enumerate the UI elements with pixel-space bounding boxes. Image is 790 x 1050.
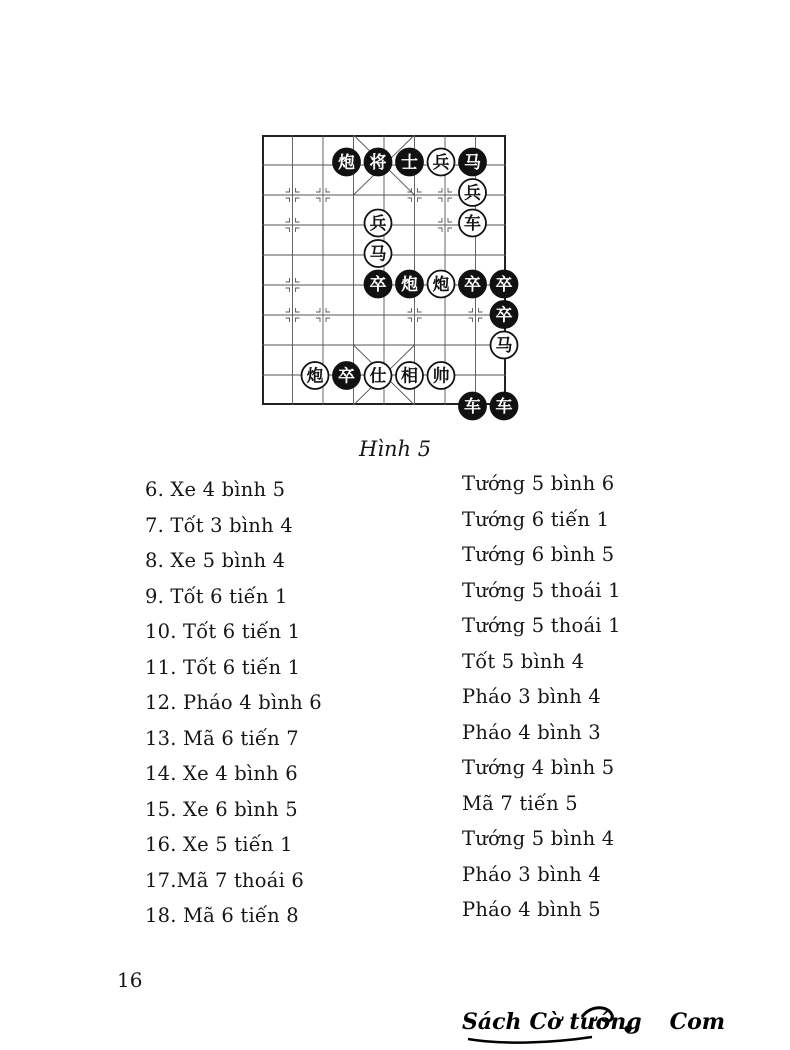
piece-glyph: 车 xyxy=(464,214,481,234)
piece-glyph: 车 xyxy=(464,397,481,417)
position-marker xyxy=(286,318,290,322)
position-marker xyxy=(408,308,412,312)
piece-glyph: 马 xyxy=(464,153,481,173)
position-marker xyxy=(438,228,442,232)
position-marker xyxy=(408,318,412,322)
move-white: 13. Mã 6 tiến 7 xyxy=(145,726,299,750)
position-marker xyxy=(448,228,452,232)
piece-glyph: 帅 xyxy=(432,366,450,387)
move-white: 7. Tốt 3 bình 4 xyxy=(145,513,293,537)
move-white: 9. Tốt 6 tiến 1 xyxy=(145,584,288,608)
position-marker xyxy=(316,188,320,192)
move-white: 6. Xe 4 bình 5 xyxy=(145,478,286,501)
logo-part-co-tuong: Cờ tướng xyxy=(529,1009,642,1035)
position-marker xyxy=(316,198,320,202)
piece-glyph: 车 xyxy=(495,397,513,417)
move-white: 17.Mã 7 thoái 6 xyxy=(145,868,305,892)
position-marker xyxy=(448,188,452,192)
position-marker xyxy=(326,318,330,322)
piece-glyph: 炮 xyxy=(432,275,450,295)
position-marker xyxy=(296,218,300,222)
xiangqi-board xyxy=(262,135,513,417)
position-marker xyxy=(438,218,442,222)
move-white: 15. Xe 6 bình 5 xyxy=(145,797,298,821)
piece-glyph: 士 xyxy=(401,153,418,173)
move-black: Pháo 3 bình 4 xyxy=(462,685,601,708)
position-marker xyxy=(418,308,422,312)
move-black: Pháo 4 bình 3 xyxy=(462,720,601,744)
move-black: Tướng 4 bình 5 xyxy=(462,756,615,779)
move-white: 10. Tốt 6 tiến 1 xyxy=(145,620,301,643)
piece-glyph: 将 xyxy=(369,153,387,173)
move-white: 18. Mã 6 tiến 8 xyxy=(145,904,299,927)
move-white: 12. Pháo 4 bình 6 xyxy=(145,691,322,714)
move-black: Tốt 5 bình 4 xyxy=(462,649,585,673)
piece-glyph: 卒 xyxy=(495,305,513,326)
move-black: Tướng 5 bình 6 xyxy=(462,472,615,495)
position-marker xyxy=(438,198,442,202)
position-marker xyxy=(316,318,320,322)
move-black: Tướng 6 bình 5 xyxy=(462,543,615,566)
move-black: Tướng 5 thoái 1 xyxy=(462,614,621,637)
piece-glyph: 卒 xyxy=(369,275,387,295)
position-marker xyxy=(408,198,412,202)
piece-glyph: 卒 xyxy=(464,275,481,295)
move-black: Pháo 4 bình 5 xyxy=(462,898,601,921)
chess-board-figure xyxy=(262,135,513,417)
move-white: 14. Xe 4 bình 6 xyxy=(145,762,298,785)
move-black: Tướng 6 tiến 1 xyxy=(462,507,610,531)
position-marker xyxy=(296,188,300,192)
site-logo xyxy=(462,1003,726,1045)
position-marker xyxy=(448,218,452,222)
piece-glyph: 兵 xyxy=(432,153,450,173)
piece-glyph: 炮 xyxy=(306,366,324,387)
move-white: 11. Tốt 6 tiến 1 xyxy=(145,655,301,679)
position-marker xyxy=(296,228,300,232)
position-marker xyxy=(326,308,330,312)
position-marker xyxy=(296,288,300,292)
position-marker xyxy=(286,198,290,202)
piece-glyph: 马 xyxy=(495,336,513,356)
logo-part-sach: Sách xyxy=(462,1009,522,1035)
move-black: Tướng 5 bình 4 xyxy=(462,827,615,850)
position-marker xyxy=(418,198,422,202)
figure-caption: Hình 5 xyxy=(358,437,432,461)
position-marker xyxy=(469,308,473,312)
position-marker xyxy=(326,198,330,202)
piece-glyph: 炮 xyxy=(338,153,355,173)
piece-glyph: 仕 xyxy=(369,366,387,387)
piece-glyph: 炮 xyxy=(401,275,418,295)
position-marker xyxy=(296,318,300,322)
logo-text xyxy=(462,1009,725,1035)
position-marker xyxy=(296,308,300,312)
position-marker xyxy=(286,218,290,222)
position-marker xyxy=(418,318,422,322)
position-marker xyxy=(286,228,290,232)
position-marker xyxy=(316,308,320,312)
position-marker xyxy=(286,188,290,192)
piece-glyph: 相 xyxy=(401,366,418,387)
position-marker xyxy=(286,308,290,312)
position-marker xyxy=(469,318,473,322)
move-black: Tướng 5 thoái 1 xyxy=(462,578,621,602)
position-marker xyxy=(418,188,422,192)
move-white: 16. Xe 5 tiến 1 xyxy=(145,833,293,856)
position-marker xyxy=(296,198,300,202)
position-marker xyxy=(286,288,290,292)
piece-glyph: 兵 xyxy=(369,214,387,234)
move-black: Mã 7 tiến 5 xyxy=(462,791,578,815)
piece-glyph: 马 xyxy=(369,244,387,265)
move-white: 8. Xe 5 bình 4 xyxy=(145,549,286,572)
position-marker xyxy=(326,188,330,192)
piece-glyph: 兵 xyxy=(464,183,481,204)
position-marker xyxy=(296,278,300,282)
move-black: Pháo 3 bình 4 xyxy=(462,862,601,886)
position-marker xyxy=(286,278,290,282)
logo-part-com: Com xyxy=(669,1009,726,1035)
position-marker xyxy=(438,188,442,192)
position-marker xyxy=(448,198,452,202)
position-marker xyxy=(479,318,483,322)
page-number: 16 xyxy=(117,968,143,992)
piece-glyph: 卒 xyxy=(495,275,513,295)
position-marker xyxy=(479,308,483,312)
piece-glyph: 卒 xyxy=(338,366,355,387)
